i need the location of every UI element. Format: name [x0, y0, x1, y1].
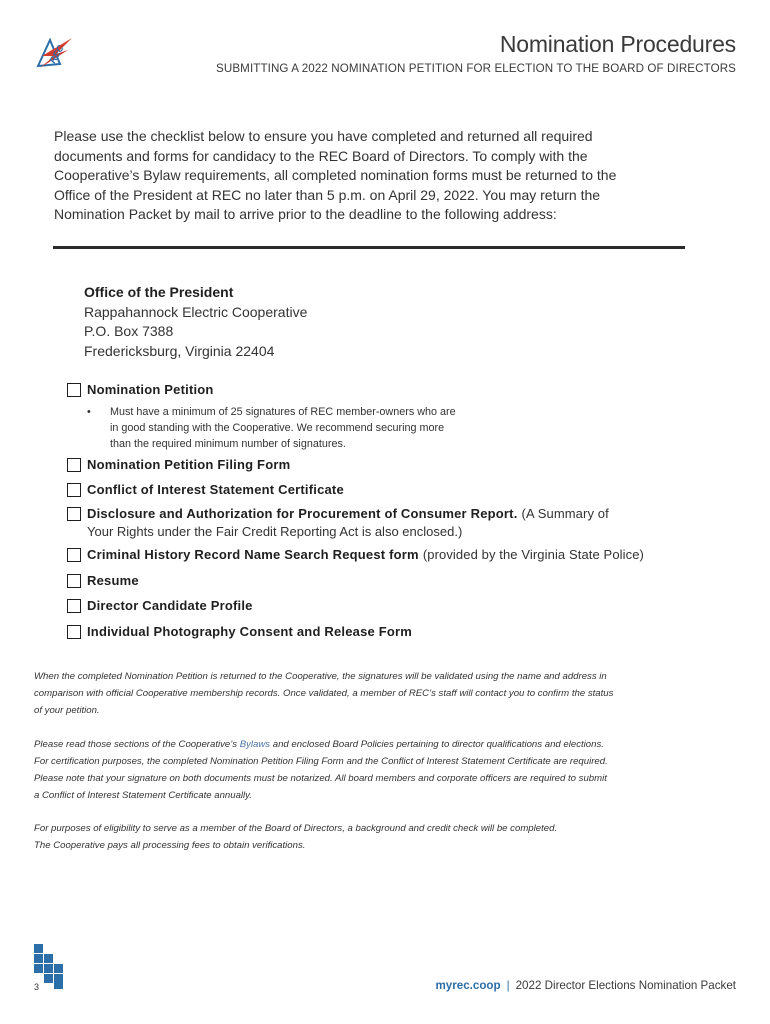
checklist-item-criminal-history: [67, 547, 644, 562]
checklist-label: Nomination Petition Filing Form: [87, 457, 291, 472]
page-subtitle: SUBMITTING A 2022 NOMINATION PETITION FOR ELECTION TO THE BOARD OF DIRECTORS: [216, 62, 736, 75]
checklist-item-disclosure-authorization: [67, 506, 609, 521]
checklist-note: (A Summary of: [521, 506, 609, 521]
note-paragraph-validation: [34, 668, 740, 719]
checkbox[interactable]: [67, 458, 81, 472]
footer-separator: |: [506, 979, 510, 992]
bullet-line: Must have a minimum of 25 signatures of REC member-owners who are: [110, 406, 456, 418]
bullet-icon: •: [87, 406, 91, 418]
note-text: Please read those sections of the Cooperative’s: [34, 739, 240, 750]
note-text: and enclosed Board Policies pertaining to director qualifications and elections.: [270, 739, 604, 750]
checkbox[interactable]: [67, 483, 81, 497]
address-heading: Office of the President: [84, 284, 234, 300]
checklist-item-resume: [67, 573, 139, 588]
note-line: of your petition.: [34, 705, 100, 716]
checklist-label: Resume: [87, 573, 139, 588]
note-line: Please note that your signature on both documents must be notarized. All board members and corporate officers are required to submit: [34, 773, 607, 784]
checklist-label: Criminal History Record Name Search Request form: [87, 547, 419, 562]
checkbox[interactable]: [67, 599, 81, 613]
checkbox[interactable]: [67, 507, 81, 521]
footer-site-link[interactable]: myrec.coop: [435, 979, 501, 992]
note-paragraph-bylaws: [34, 736, 740, 804]
checklist-label: Director Candidate Profile: [87, 598, 253, 613]
checkbox[interactable]: [67, 625, 81, 639]
address-line-city: Fredericksburg, Virginia 22404: [84, 342, 275, 359]
intro-paragraph: [54, 127, 714, 225]
mailing-address: [84, 283, 307, 361]
intro-line: documents and forms for candidacy to the REC Board of Directors. To comply with the: [54, 147, 588, 164]
note-line: For certification purposes, the completed Nomination Petition Filing Form and the Conflict of Interest Statement Certificate are required.: [34, 756, 608, 767]
intro-line: Please use the checklist below to ensure you have completed and returned all required: [54, 128, 593, 144]
rec-logo: [34, 36, 74, 72]
note-line: a Conflict of Interest Statement Certificate annually.: [34, 790, 252, 801]
page-number: 3: [34, 982, 40, 992]
address-line-po-box: P.O. Box 7388: [84, 323, 174, 340]
logo-text: REC: [47, 43, 66, 65]
address-line-organization: Rappahannock Electric Cooperative: [84, 303, 308, 320]
note-line: [34, 736, 740, 753]
footer: [436, 979, 737, 992]
checklist-label: Disclosure and Authorization for Procurement of Consumer Report.: [87, 506, 518, 521]
checklist-label: Nomination Petition: [87, 382, 214, 397]
checklist-item-filing-form: [67, 457, 290, 472]
note-line: For purposes of eligibility to serve as a member of the Board of Directors, a background and credit check will be completed.: [34, 823, 558, 834]
bullet-line: than the required minimum number of signatures.: [110, 438, 346, 450]
checklist-item-candidate-profile: [67, 598, 253, 613]
rec-lightning-logo-icon: [34, 36, 74, 72]
note-line: The Cooperative pays all processing fees to obtain verifications.: [34, 840, 306, 851]
checklist-label: Conflict of Interest Statement Certificate: [87, 482, 344, 497]
checklist-item-conflict-of-interest: [67, 482, 344, 497]
checkbox[interactable]: [67, 548, 81, 562]
bylaws-link[interactable]: Bylaws: [239, 739, 271, 750]
intro-line: Cooperative’s Bylaw requirements, all completed nomination forms must be returned to the: [54, 167, 617, 184]
section-divider: [53, 246, 685, 249]
checklist-note: (provided by the Virginia State Police): [422, 547, 644, 562]
footer-packet-title: 2022 Director Elections Nomination Packet: [515, 979, 736, 992]
note-line: comparison with official Cooperative membership records. Once validated, a member of REC’s staff will contact you to confirm the status: [34, 688, 614, 699]
checklist-item-photography-consent: [67, 624, 412, 639]
page-title: Nomination Procedures: [499, 31, 736, 57]
bullet-line: in good standing with the Cooperative. We recommend securing more: [110, 422, 445, 434]
intro-line: Office of the President at REC no later than 5 p.m. on April 29, 2022. You may return the: [54, 186, 601, 203]
note-line: When the completed Nomination Petition is returned to the Cooperative, the signatures will be validated using the name and address in: [34, 671, 607, 682]
checklist-item-nomination-petition: [67, 382, 214, 397]
checkbox[interactable]: [67, 383, 81, 397]
note-paragraph-eligibility: [34, 820, 740, 854]
checklist-label: Individual Photography Consent and Release Form: [87, 624, 413, 639]
intro-line: Nomination Packet by mail to arrive prior to the deadline to the following address:: [54, 206, 557, 223]
checklist-continuation: Your Rights under the Fair Credit Reporting Act is also enclosed.): [87, 524, 463, 539]
checkbox[interactable]: [67, 574, 81, 588]
